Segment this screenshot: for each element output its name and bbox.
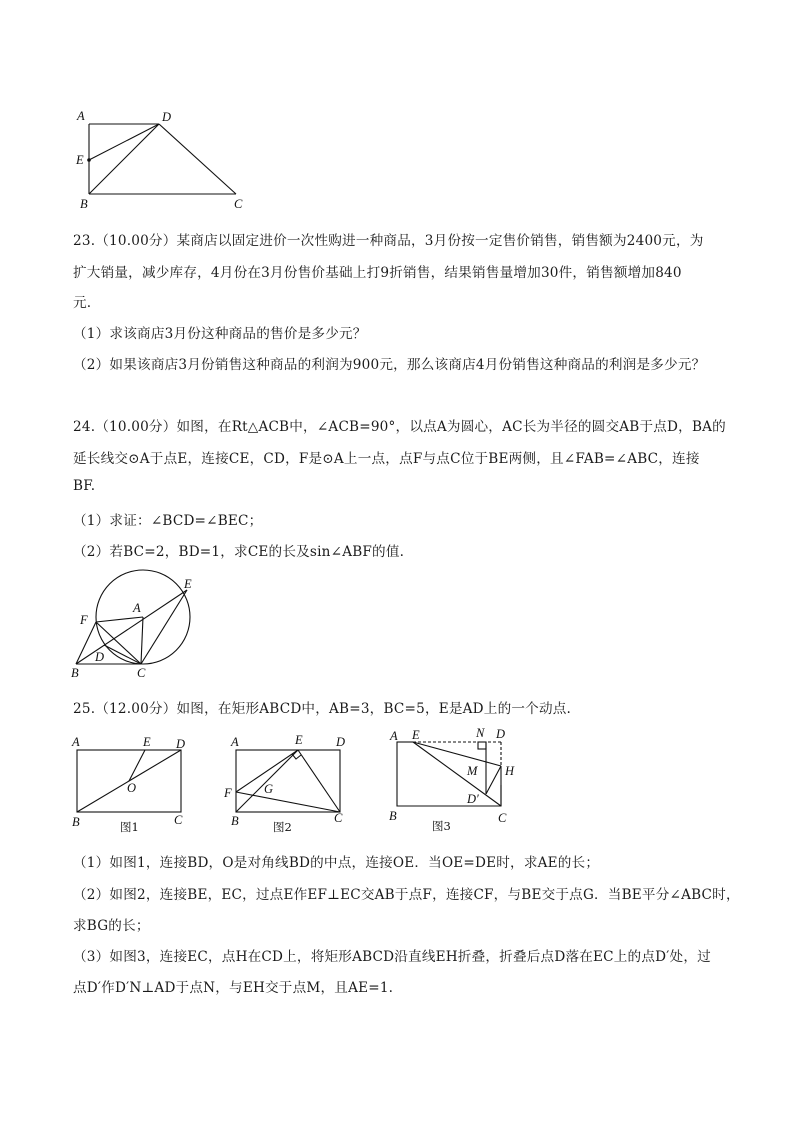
fig24-label-f: F	[80, 613, 88, 627]
fig24-label-b: B	[71, 666, 79, 680]
q24-part-1: （1）求证：∠BCD=∠BEC；	[73, 513, 263, 529]
fig2-label-f: F	[224, 786, 232, 800]
fig3-caption: 图3	[432, 819, 451, 833]
fig1-label-a: A	[72, 735, 80, 749]
fig1-label-e: E	[143, 735, 151, 749]
fig3-label-m: M	[467, 764, 478, 778]
q23-line-1: 23.（10.00分）某商店以固定进价一次性购进一种商品，3月份按一定售价销售，销售额为2400元，为	[73, 233, 704, 249]
fig3-label-c: C	[498, 811, 507, 825]
q23-line-2: 扩大销量，减少库存，4月份在3月份售价基础上打9折销售，结果销售量增加30件，销售额增加840	[73, 265, 682, 281]
fig3-label-b: B	[389, 809, 397, 823]
q25-part-3-line-2: 点D′作D′N⊥AD于点N，与EH交于点M，且AE=1.	[73, 980, 394, 996]
fig3-label-n: N	[476, 726, 485, 740]
fig2-label-d: D	[336, 735, 346, 749]
fig1-caption: 图1	[120, 820, 139, 834]
q25-line-1: 25.（12.00分）如图，在矩形ABCD中，AB=3，BC=5，E是AD上的一个动点.	[73, 701, 572, 717]
q24-line-3: BF.	[73, 478, 96, 494]
q25-part-2-line-2: 求BG的长；	[73, 918, 150, 934]
fig2-label-e: E	[295, 733, 303, 747]
fig3-right-angle-n	[478, 742, 486, 749]
fig3-label-d-prime: D′	[467, 792, 479, 806]
fig3-label-e: E	[412, 728, 420, 742]
fig2-label-c: C	[334, 811, 343, 825]
fig24-label-d: D	[95, 650, 105, 664]
q25-part-3-line-1: （3）如图3，连接EC，点H在CD上，将矩形ABCD沿直线EH折叠，折叠后点D落在EC上的点D′处，过	[73, 949, 711, 965]
fig2-label-b: B	[231, 814, 239, 828]
fig24-label-c: C	[137, 666, 146, 680]
q24-line-2: 延长线交⊙A于点E，连接CE，CD，F是⊙A上一点，点F与点C位于BE两侧，且∠FAB=∠ABC，连接	[73, 451, 700, 467]
fig22-label-e: E	[76, 153, 84, 167]
fig2-ec	[298, 750, 340, 812]
fig3-eh	[413, 742, 501, 766]
fig3-dh-fold	[486, 766, 501, 794]
q24-part-2: （2）若BC=2，BD=1，求CE的长及sin∠ABF的值.	[73, 544, 405, 560]
fig22-label-a: A	[77, 109, 85, 123]
q23-part-1: （1）求该商店3月份这种商品的售价是多少元？	[73, 326, 367, 342]
fig2-caption: 图2	[273, 820, 292, 834]
fig22-label-b: B	[80, 197, 88, 211]
fig1-label-c: C	[174, 813, 183, 827]
fig22-label-d: D	[162, 110, 172, 124]
fig2-label-a: A	[231, 735, 239, 749]
q23-line-3: 元.	[73, 295, 92, 311]
fig3-label-d: D	[496, 727, 506, 741]
fig25-3	[389, 726, 515, 833]
fig2-label-g: G	[264, 782, 274, 796]
fig22-label-c: C	[234, 197, 243, 211]
fig1-label-o: O	[127, 781, 137, 795]
fig25-1	[71, 735, 185, 834]
q24-line-1: 24.（10.00分）如图，在Rt△ACB中，∠ACB=90°，以点A为圆心，AC长为半径的圆交AB于点D，BA的	[73, 419, 726, 435]
fig25-2	[223, 733, 345, 834]
fig24-label-a: A	[133, 601, 141, 615]
q25-part-2-line-1: （2）如图2，连接BE，EC，过点E作EF⊥EC交AB于点F，连接CF，与BE交于点G．当BE平分∠ABC时，	[73, 887, 740, 903]
fig2-be	[236, 750, 298, 812]
fig3-label-a: A	[390, 729, 398, 743]
fig24-label-e: E	[184, 577, 192, 591]
q23-part-2: （2）如果该商店3月份销售这种商品的利润为900元，那么该商店4月份销售这种商品的利润是多少元？	[73, 357, 706, 373]
fig1-label-b: B	[72, 815, 80, 829]
fig1-label-d: D	[176, 737, 186, 751]
fig2-fc	[236, 792, 340, 812]
fig3-label-h: H	[505, 764, 515, 778]
fig3-ec	[413, 742, 501, 806]
q25-part-1: （1）如图1，连接BD，O是对角线BD的中点，连接OE．当OE=DE时，求AE的长；	[73, 855, 600, 871]
